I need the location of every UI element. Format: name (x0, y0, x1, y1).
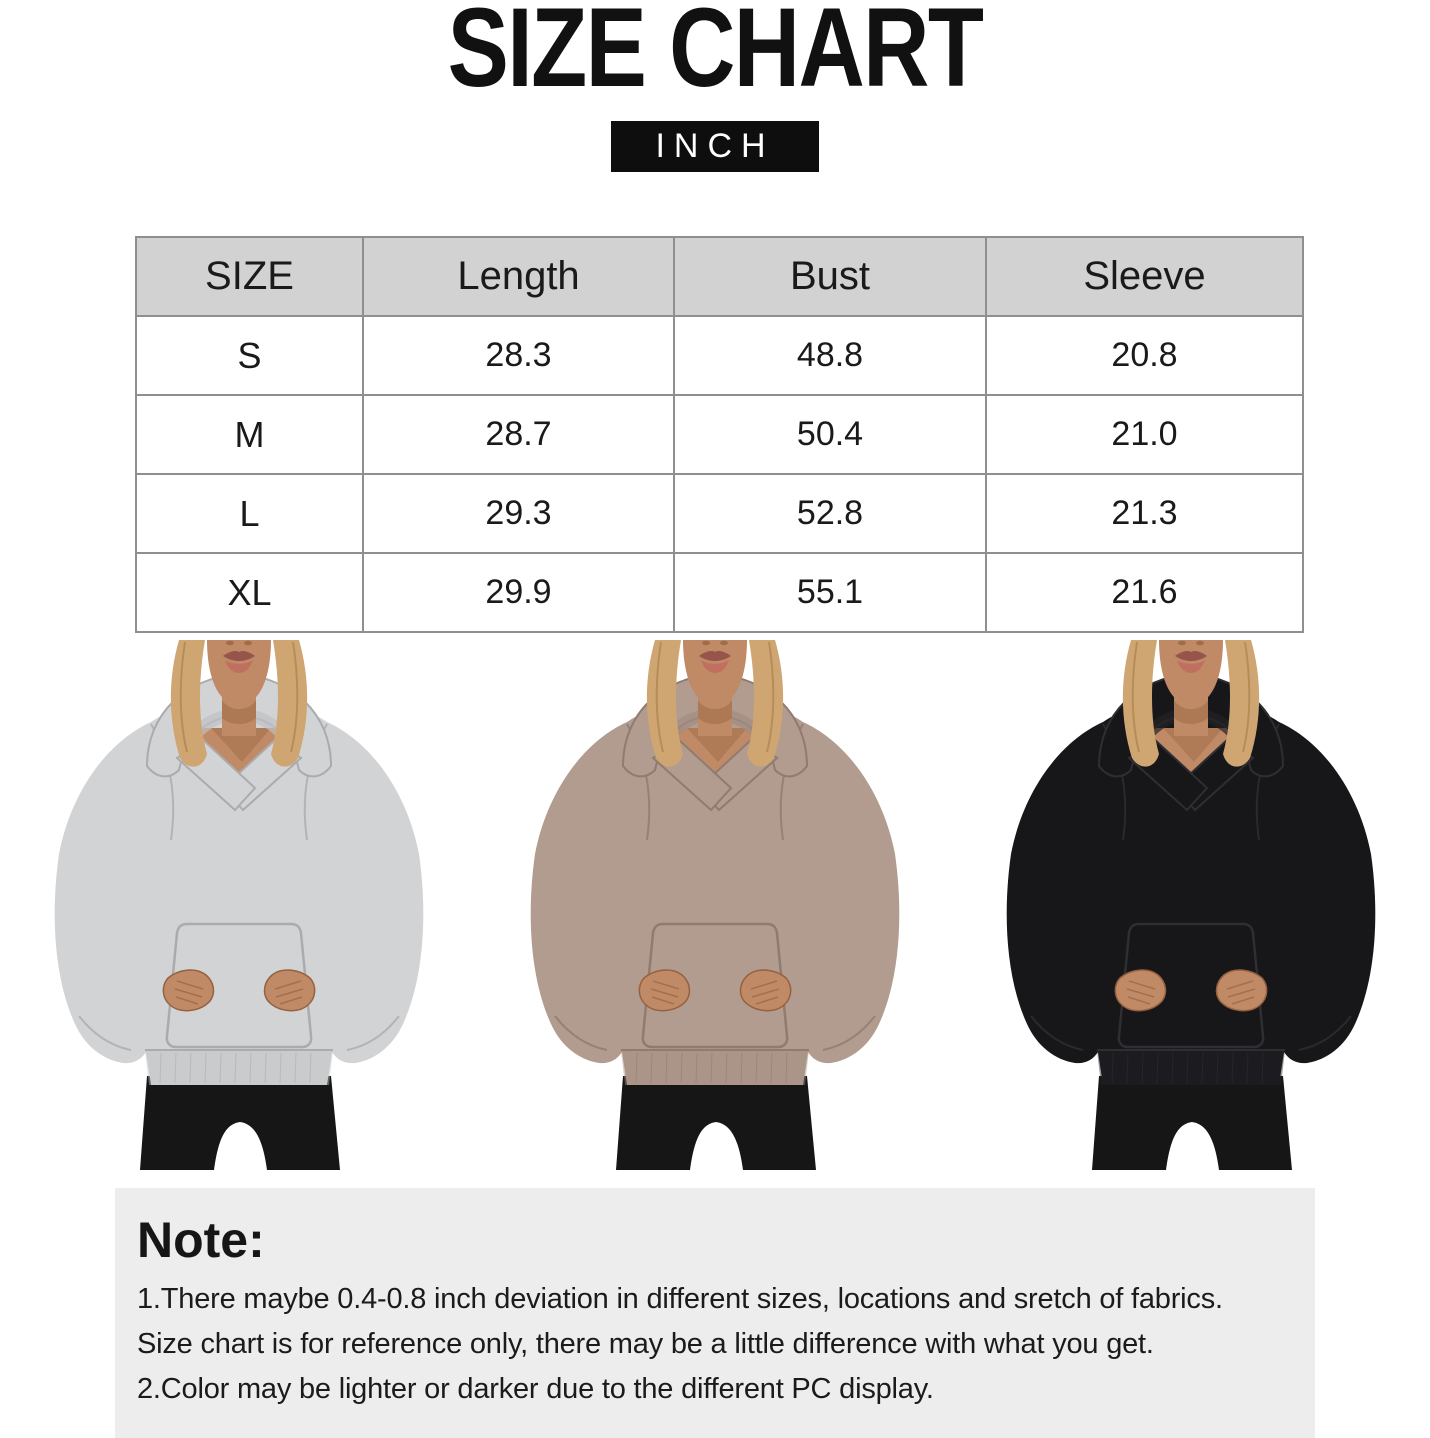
table-row (136, 474, 1303, 553)
table-row (136, 395, 1303, 474)
column-header-size: SIZE (136, 237, 363, 316)
page-title: SIZE CHART (447, 0, 983, 110)
product-photo-black-hoodie (953, 640, 1429, 1170)
product-photo-gray-hoodie (1, 640, 477, 1170)
table-header-row (136, 237, 1303, 316)
size-cell: XL (136, 553, 363, 632)
bust-cell: 48.8 (674, 316, 986, 395)
length-cell: 29.9 (363, 553, 674, 632)
product-photos (0, 640, 1430, 1170)
note-line-1: 1.There maybe 0.4-0.8 inch deviation in different sizes, locations and sretch of fabrics. (137, 1283, 1223, 1315)
note-line-2: Size chart is for reference only, there may be a little difference with what you get. (137, 1328, 1154, 1360)
size-cell: S (136, 316, 363, 395)
table-row (136, 316, 1303, 395)
length-cell: 28.3 (363, 316, 674, 395)
note-panel (115, 1188, 1315, 1438)
column-header-bust: Bust (674, 237, 986, 316)
model-illustration-black (971, 640, 1411, 1170)
column-header-sleeve: Sleeve (986, 237, 1303, 316)
size-cell: M (136, 395, 363, 474)
sleeve-cell: 21.3 (986, 474, 1303, 553)
bust-cell: 52.8 (674, 474, 986, 553)
column-header-length: Length (363, 237, 674, 316)
length-cell: 28.7 (363, 395, 674, 474)
sleeve-cell: 21.0 (986, 395, 1303, 474)
model-illustration-khaki (495, 640, 935, 1170)
table-row (136, 553, 1303, 632)
length-cell: 29.3 (363, 474, 674, 553)
unit-badge: INCH (611, 121, 818, 172)
sleeve-cell: 21.6 (986, 553, 1303, 632)
model-illustration-gray (19, 640, 459, 1170)
bust-cell: 50.4 (674, 395, 986, 474)
note-line-3: 2.Color may be lighter or darker due to the different PC display. (137, 1373, 934, 1405)
size-table (135, 236, 1304, 633)
product-photo-khaki-hoodie (477, 640, 953, 1170)
note-heading: Note: (137, 1212, 265, 1268)
size-cell: L (136, 474, 363, 553)
bust-cell: 55.1 (674, 553, 986, 632)
sleeve-cell: 20.8 (986, 316, 1303, 395)
